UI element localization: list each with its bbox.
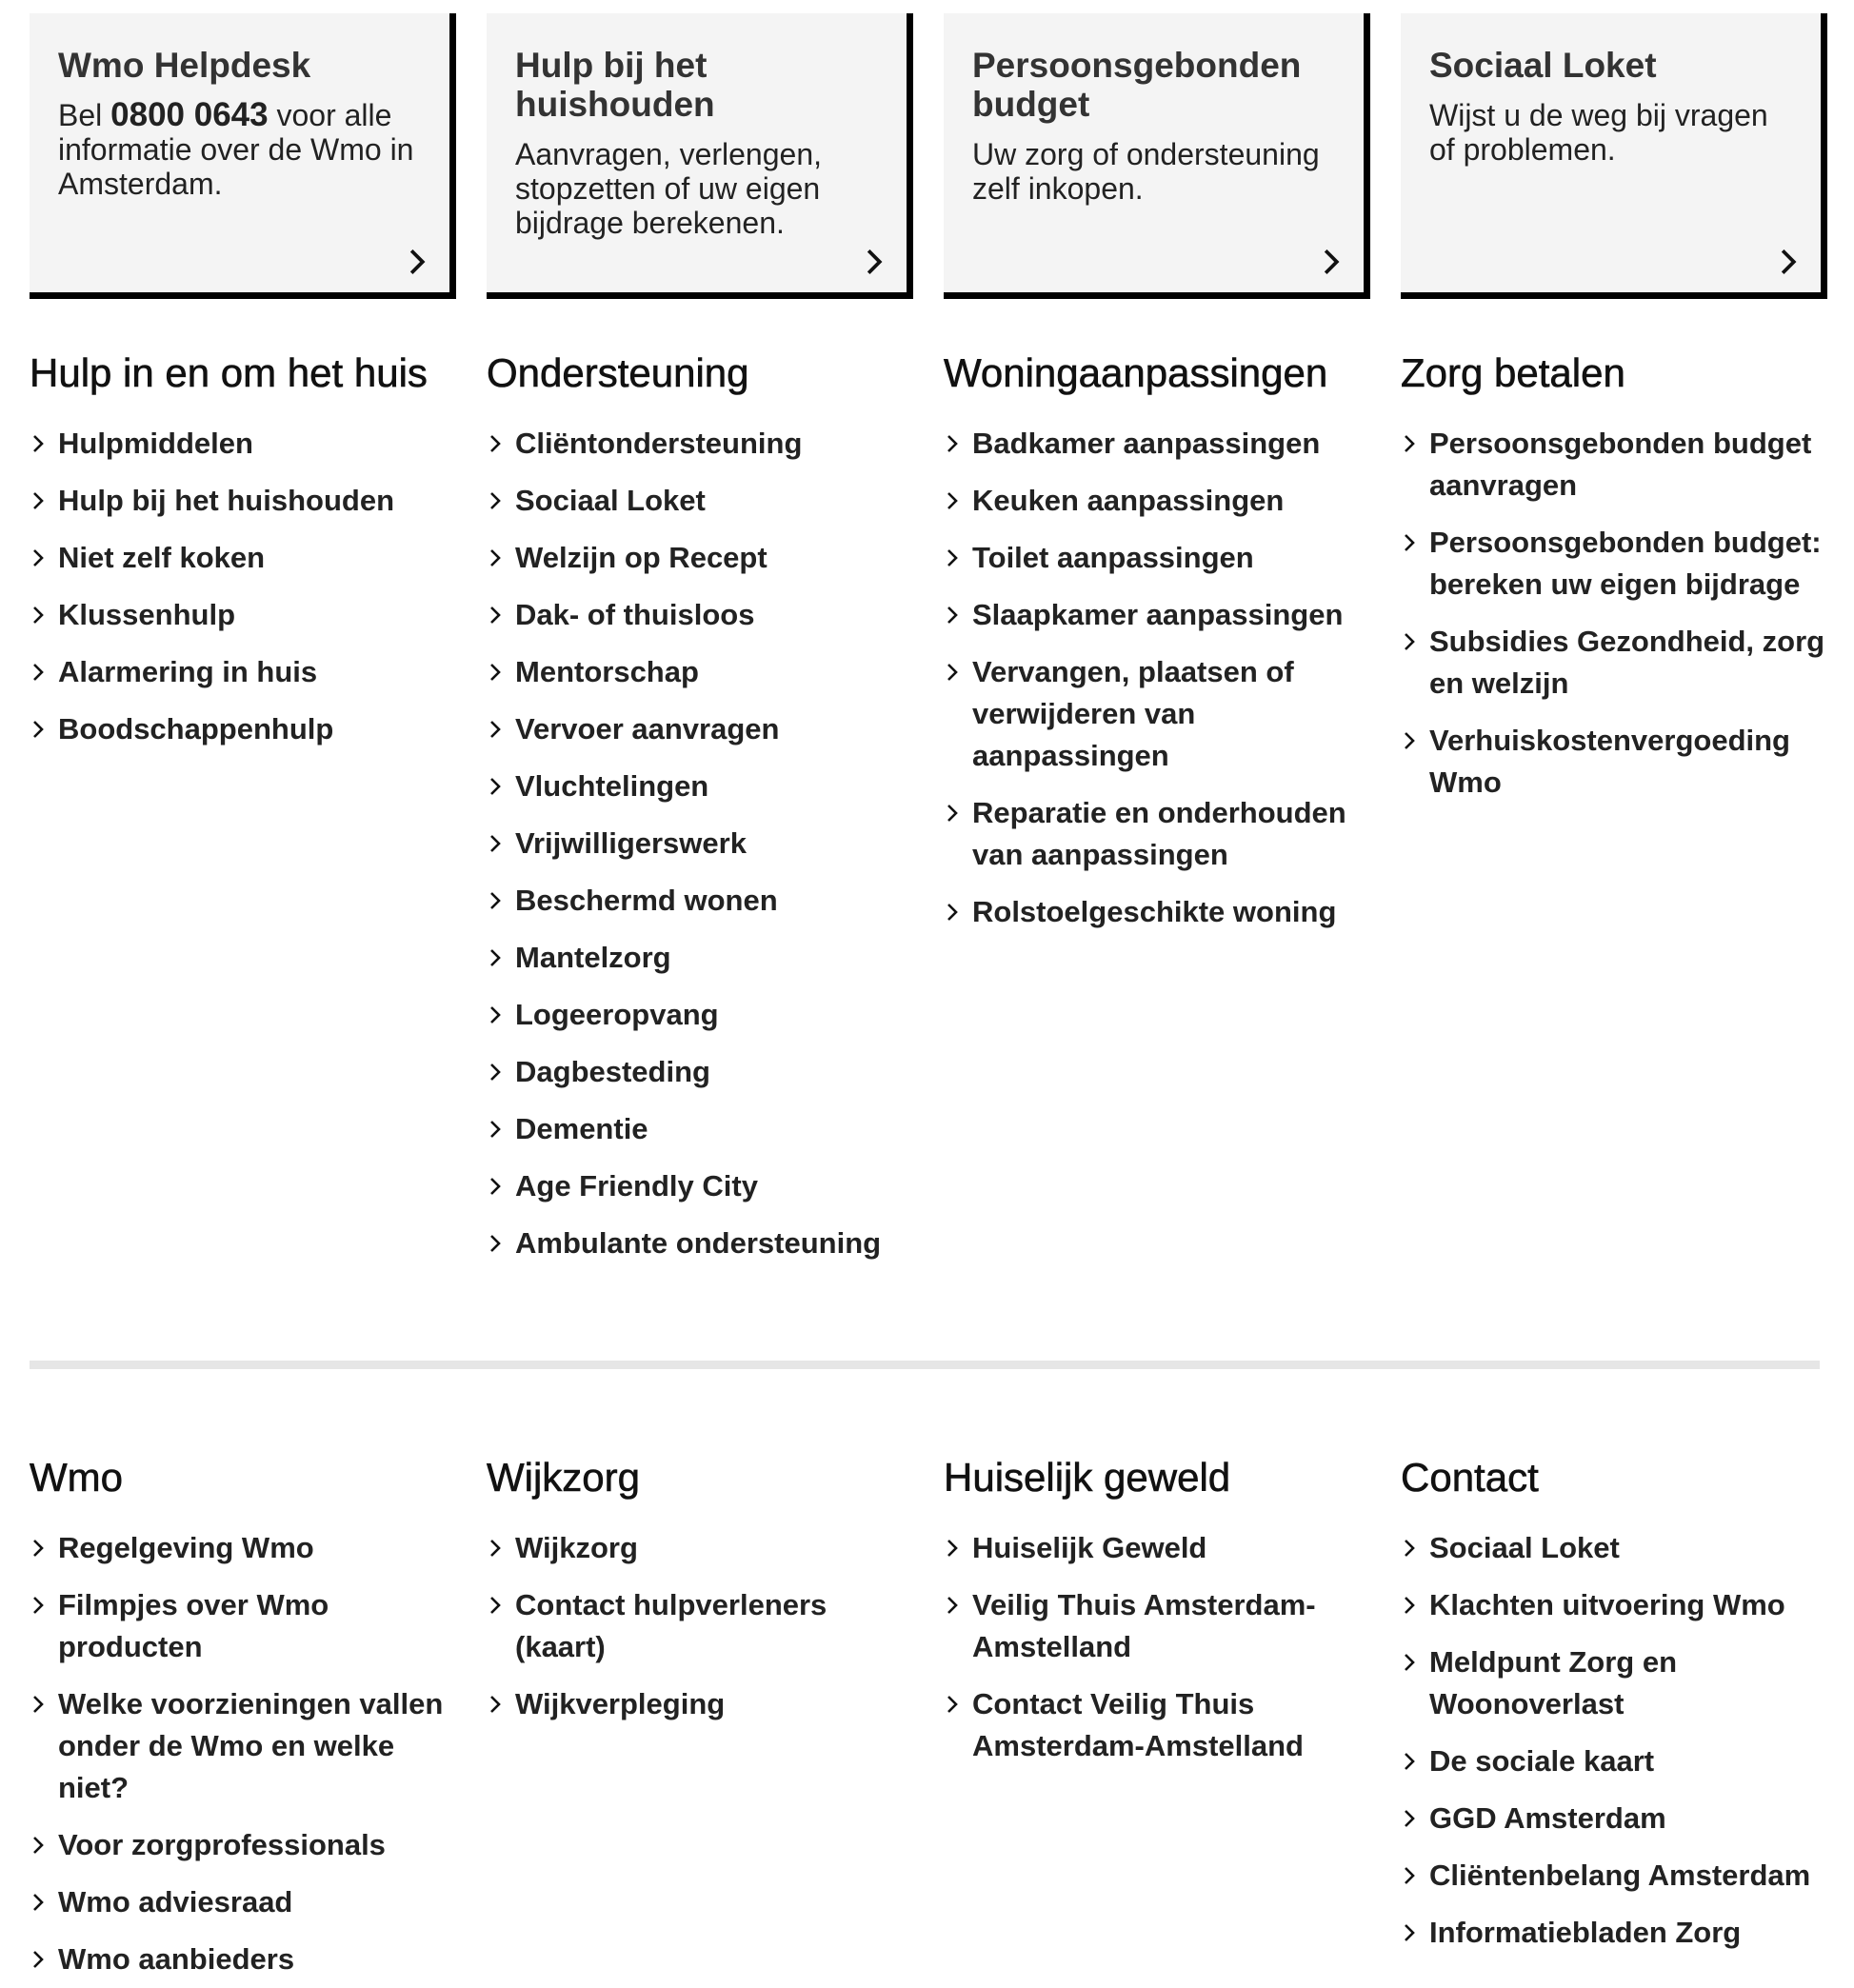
card-text (972, 137, 1335, 206)
card-text-before: Uw zorg of ondersteuning zelf inkopen. (972, 137, 1320, 206)
nav-link[interactable] (487, 651, 913, 693)
nav-link[interactable] (30, 1527, 456, 1569)
column-wijkzorg (487, 1447, 913, 1988)
nav-link-label: Logeeropvang (515, 998, 719, 1031)
column-heading: Woningaanpassingen (944, 350, 1328, 395)
nav-link[interactable] (30, 1881, 456, 1923)
nav-link[interactable] (1401, 522, 1827, 606)
nav-link-label: Meldpunt Zorg en Woonoverlast (1429, 1645, 1678, 1720)
nav-link[interactable] (487, 1527, 913, 1569)
chevron-right-icon (1401, 731, 1418, 750)
nav-link-label: Informatiebladen Zorg (1429, 1916, 1742, 1949)
chevron-right-icon (30, 434, 47, 453)
nav-link[interactable] (1401, 1740, 1827, 1782)
nav-link-label: Cliëntondersteuning (515, 427, 803, 460)
chevron-right-icon (30, 548, 47, 567)
nav-link[interactable] (1401, 423, 1827, 507)
nav-link[interactable] (30, 537, 456, 579)
nav-link-label: Mentorschap (515, 655, 699, 688)
nav-link[interactable] (487, 594, 913, 636)
nav-link-label: De sociale kaart (1429, 1744, 1655, 1778)
chevron-right-icon (487, 491, 504, 510)
nav-link-label: Cliëntenbelang Amsterdam (1429, 1859, 1811, 1892)
nav-link-label: Klachten uitvoering Wmo (1429, 1588, 1785, 1621)
nav-link[interactable] (30, 1824, 456, 1866)
card-title: Hulp bij het huishouden (515, 46, 715, 124)
chevron-right-icon (944, 491, 961, 510)
nav-link[interactable] (944, 651, 1370, 777)
nav-link-label: Verhuiskostenvergoeding Wmo (1429, 724, 1790, 799)
chevron-right-icon (944, 548, 961, 567)
nav-link[interactable] (944, 1683, 1370, 1767)
card-title: Wmo Helpdesk (58, 46, 311, 85)
nav-link[interactable] (487, 765, 913, 807)
chevron-right-icon (30, 491, 47, 510)
nav-link-label: Age Friendly City (515, 1169, 758, 1203)
link-list (944, 1527, 1370, 1767)
chevron-right-icon (944, 804, 961, 823)
chevron-right-icon (944, 903, 961, 922)
nav-link-label: Vluchtelingen (515, 769, 709, 803)
nav-link[interactable] (30, 651, 456, 693)
nav-link[interactable] (487, 537, 913, 579)
nav-link-label: Reparatie en onderhouden van aanpassingen (972, 796, 1346, 871)
nav-link-label: Vervangen, plaatsen of verwijderen van aanpassingen (972, 655, 1294, 772)
link-list (944, 423, 1370, 933)
nav-link[interactable] (1401, 1855, 1827, 1897)
nav-link-label: Ambulante ondersteuning (515, 1226, 882, 1260)
nav-link-label: Subsidies Gezondheid, zorg en welzijn (1429, 625, 1825, 700)
column-huiselijk-geweld (944, 1447, 1370, 1988)
nav-link[interactable] (1401, 1641, 1827, 1725)
chevron-right-icon (487, 720, 504, 739)
chevron-right-icon (487, 663, 504, 682)
chevron-right-icon (30, 1950, 47, 1969)
chevron-right-icon (487, 1234, 504, 1253)
nav-link[interactable] (487, 480, 913, 522)
nav-link[interactable] (944, 1527, 1370, 1569)
nav-link[interactable] (1401, 1798, 1827, 1839)
card-text (1429, 98, 1792, 167)
nav-link[interactable] (944, 423, 1370, 465)
chevron-right-icon (1318, 248, 1345, 275)
link-list (1401, 1527, 1827, 1954)
nav-link[interactable] (1401, 720, 1827, 804)
chevron-right-icon (487, 834, 504, 853)
nav-link-label: Sociaal Loket (1429, 1531, 1620, 1564)
chevron-right-icon (487, 1539, 504, 1558)
nav-link-label: GGD Amsterdam (1429, 1801, 1666, 1835)
nav-link[interactable] (944, 891, 1370, 933)
chevron-right-icon (944, 1596, 961, 1615)
column-hulp-in-en-om-het-huis (30, 343, 456, 1280)
column-heading: Zorg betalen (1401, 350, 1625, 395)
chevron-right-icon (487, 1695, 504, 1714)
chevron-right-icon (1401, 1923, 1418, 1942)
chevron-right-icon (487, 606, 504, 625)
section-divider (30, 1361, 1820, 1369)
chevron-right-icon (487, 1177, 504, 1196)
chevron-right-icon (1775, 248, 1802, 275)
nav-link-label: Wmo aanbieders (58, 1942, 295, 1976)
nav-link[interactable] (1401, 1584, 1827, 1626)
nav-link-label: Boodschappenhulp (58, 712, 334, 746)
link-list (487, 423, 913, 1264)
chevron-right-icon (487, 1005, 504, 1024)
column-heading: Huiselijk geweld (944, 1455, 1231, 1500)
chevron-right-icon (487, 434, 504, 453)
chevron-right-icon (487, 548, 504, 567)
nav-link[interactable] (487, 1223, 913, 1264)
chevron-right-icon (30, 1539, 47, 1558)
quick-link-cards (30, 13, 1824, 299)
nav-link-label: Hulp bij het huishouden (58, 484, 395, 517)
nav-link-label: Contact Veilig Thuis Amsterdam-Amstelland (972, 1687, 1304, 1762)
nav-link-label: Badkamer aanpassingen (972, 427, 1321, 460)
nav-link[interactable] (487, 1683, 913, 1725)
link-list (487, 1527, 913, 1725)
card-hulp-bij-het-huishouden[interactable] (487, 13, 913, 299)
phone-number: 0800 0643 (110, 96, 269, 133)
nav-link[interactable] (487, 823, 913, 865)
nav-link[interactable] (30, 594, 456, 636)
nav-link[interactable] (30, 1683, 456, 1809)
chevron-right-icon (944, 434, 961, 453)
card-text (515, 137, 878, 240)
link-list (30, 423, 456, 750)
chevron-right-icon (1401, 1866, 1418, 1885)
chevron-right-icon (30, 663, 47, 682)
nav-link-label: Dak- of thuisloos (515, 598, 755, 631)
link-list (1401, 423, 1827, 804)
nav-link-label: Slaapkamer aanpassingen (972, 598, 1344, 631)
column-contact (1401, 1447, 1827, 1988)
nav-link[interactable] (30, 1938, 456, 1980)
nav-link[interactable] (487, 1051, 913, 1093)
chevron-right-icon (944, 663, 961, 682)
card-text-before: Wijst u de weg bij vragen of problemen. (1429, 98, 1768, 167)
nav-link-label: Niet zelf koken (58, 541, 266, 574)
card-persoonsgebonden-budget[interactable] (944, 13, 1370, 299)
nav-link[interactable] (944, 1584, 1370, 1668)
chevron-right-icon (487, 777, 504, 796)
chevron-right-icon (30, 720, 47, 739)
nav-link[interactable] (944, 594, 1370, 636)
nav-link-label: Klussenhulp (58, 598, 236, 631)
nav-link[interactable] (30, 423, 456, 465)
card-title: Persoonsgebonden budget (972, 46, 1302, 124)
column-heading: Contact (1401, 1455, 1539, 1500)
chevron-right-icon (1401, 533, 1418, 552)
column-zorg-betalen (1401, 343, 1827, 1280)
chevron-right-icon (30, 1596, 47, 1615)
chevron-right-icon (944, 606, 961, 625)
nav-link-label: Vervoer aanvragen (515, 712, 780, 746)
nav-link[interactable] (487, 937, 913, 979)
nav-link[interactable] (487, 1165, 913, 1207)
nav-link[interactable] (1401, 1527, 1827, 1569)
nav-link-label: Rolstoelgeschikte woning (972, 895, 1337, 928)
nav-link-label: Mantelzorg (515, 941, 671, 974)
card-wmo-helpdesk[interactable] (30, 13, 456, 299)
column-wmo (30, 1447, 456, 1988)
chevron-right-icon (1401, 1752, 1418, 1771)
nav-link-label: Huiselijk Geweld (972, 1531, 1207, 1564)
nav-link-label: Hulpmiddelen (58, 427, 253, 460)
nav-link[interactable] (487, 708, 913, 750)
nav-link-label: Alarmering in huis (58, 655, 318, 688)
nav-link-label: Wijkzorg (515, 1531, 638, 1564)
column-heading: Wmo (30, 1455, 123, 1500)
chevron-right-icon (30, 606, 47, 625)
nav-link[interactable] (487, 994, 913, 1036)
nav-link-label: Persoonsgebonden budget aanvragen (1429, 427, 1812, 502)
chevron-right-icon (30, 1695, 47, 1714)
nav-link-label: Vrijwilligerswerk (515, 826, 747, 860)
nav-link-label: Welke voorzieningen vallen onder de Wmo en welke niet? (58, 1687, 444, 1804)
card-sociaal-loket[interactable] (1401, 13, 1827, 299)
chevron-right-icon (861, 248, 887, 275)
nav-link[interactable] (944, 537, 1370, 579)
chevron-right-icon (1401, 1539, 1418, 1558)
nav-link-label: Dagbesteding (515, 1055, 710, 1088)
nav-link[interactable] (944, 792, 1370, 876)
nav-link-label: Sociaal Loket (515, 484, 706, 517)
column-ondersteuning (487, 343, 913, 1280)
nav-link[interactable] (30, 1584, 456, 1668)
chevron-right-icon (487, 948, 504, 967)
chevron-right-icon (30, 1836, 47, 1855)
nav-link[interactable] (487, 423, 913, 465)
chevron-right-icon (404, 248, 430, 275)
column-heading: Hulp in en om het huis (30, 350, 428, 395)
chevron-right-icon (487, 1120, 504, 1139)
nav-link[interactable] (944, 480, 1370, 522)
bottom-link-columns (30, 1447, 1824, 1988)
chevron-right-icon (944, 1539, 961, 1558)
nav-link-label: Wmo adviesraad (58, 1885, 293, 1918)
chevron-right-icon (1401, 1653, 1418, 1672)
nav-link[interactable] (30, 708, 456, 750)
nav-link[interactable] (487, 880, 913, 922)
chevron-right-icon (1401, 1809, 1418, 1828)
nav-link-label: Persoonsgebonden budget: bereken uw eigen bijdrage (1429, 526, 1822, 601)
chevron-right-icon (487, 1596, 504, 1615)
nav-link[interactable] (1401, 621, 1827, 705)
chevron-right-icon (1401, 632, 1418, 651)
chevron-right-icon (487, 1063, 504, 1082)
nav-link[interactable] (1401, 1912, 1827, 1954)
nav-link-label: Regelgeving Wmo (58, 1531, 314, 1564)
column-woningaanpassingen (944, 343, 1370, 1280)
chevron-right-icon (1401, 434, 1418, 453)
nav-link[interactable] (30, 480, 456, 522)
nav-link-label: Welzijn op Recept (515, 541, 768, 574)
card-text (58, 98, 421, 201)
column-heading: Ondersteuning (487, 350, 749, 395)
nav-link-label: Keuken aanpassingen (972, 484, 1285, 517)
card-text-before: Bel (58, 98, 111, 132)
nav-link-label: Voor zorgprofessionals (58, 1828, 386, 1861)
chevron-right-icon (30, 1893, 47, 1912)
nav-link[interactable] (487, 1584, 913, 1668)
nav-link-label: Dementie (515, 1112, 648, 1145)
chevron-right-icon (487, 891, 504, 910)
nav-link[interactable] (487, 1108, 913, 1150)
link-list (30, 1527, 456, 1980)
chevron-right-icon (1401, 1596, 1418, 1615)
nav-link-label: Filmpjes over Wmo producten (58, 1588, 329, 1663)
nav-link-label: Veilig Thuis Amsterdam-Amstelland (972, 1588, 1316, 1663)
nav-link-label: Toilet aanpassingen (972, 541, 1254, 574)
card-title: Sociaal Loket (1429, 46, 1657, 85)
card-text-before: Aanvragen, verlengen, stopzetten of uw eigen bijdrage berekenen. (515, 137, 822, 240)
nav-link-label: Wijkverpleging (515, 1687, 726, 1720)
nav-link-label: Contact hulpverleners (kaart) (515, 1588, 827, 1663)
column-heading: Wijkzorg (487, 1455, 641, 1500)
card-text-after: voor alle informatie over de Wmo in Amsterdam. (58, 98, 414, 201)
top-link-columns (30, 343, 1824, 1280)
chevron-right-icon (944, 1695, 961, 1714)
nav-link-label: Beschermd wonen (515, 884, 778, 917)
